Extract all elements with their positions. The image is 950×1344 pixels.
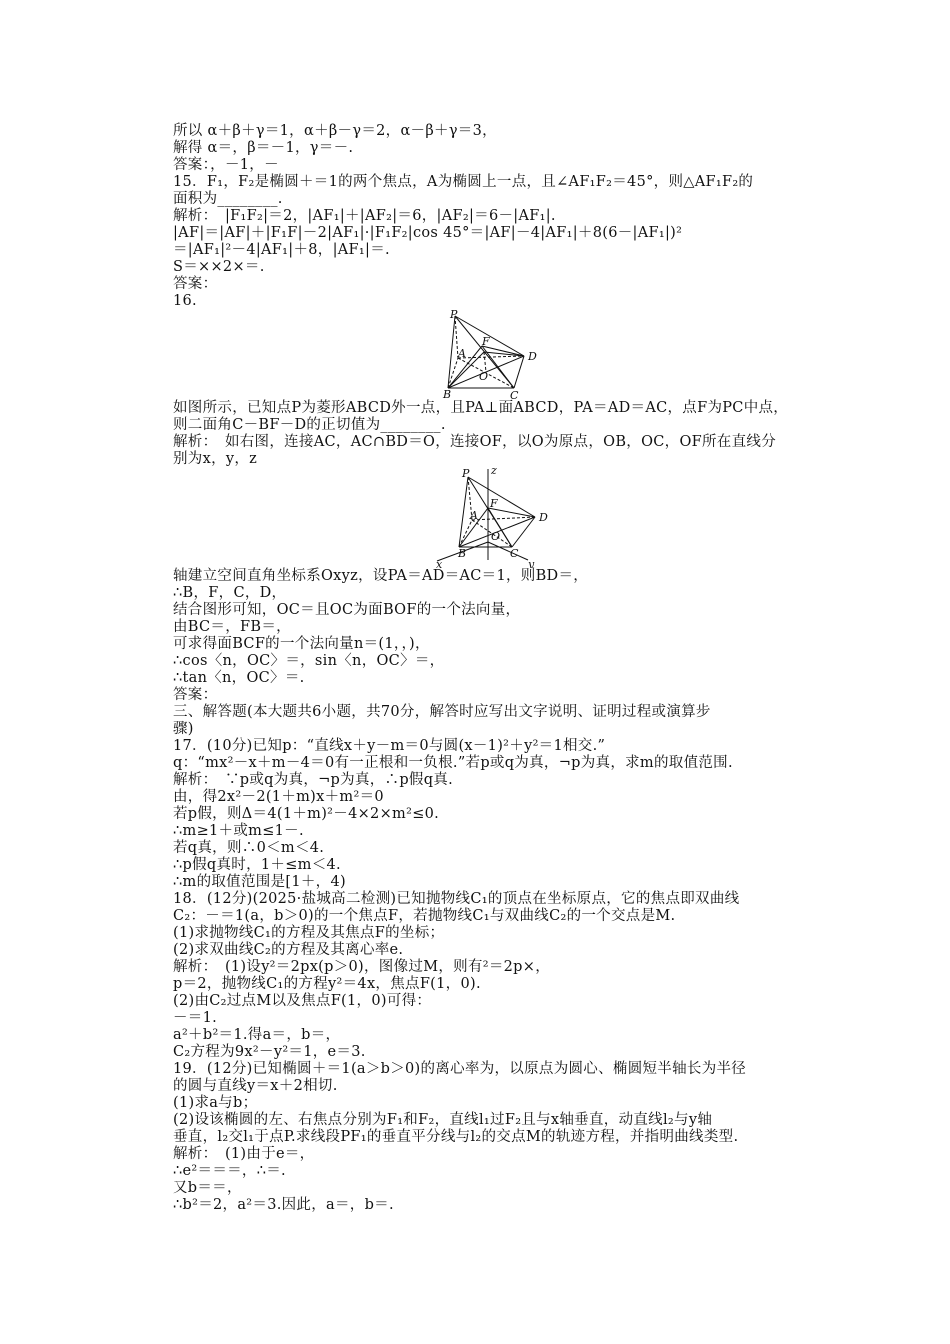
text-line: ＝|AF₁|²－4|AF₁|＋8，|AF₁|＝. (173, 242, 390, 258)
text-line: 别为x，y，z (173, 451, 258, 467)
text-line: ∴e²＝＝＝，∴＝. (173, 1163, 286, 1179)
text-line: 由，得2x²－2(1＋m)x＋m²＝0 (173, 789, 384, 805)
text-line: 轴建立空间直角坐标系Oxyz，设PA＝AD＝AC＝1，则BD＝， (173, 568, 589, 584)
axis-label: x (436, 558, 443, 568)
text-line: (2)由C₂过点M以及焦点F(1，0)可得： (173, 993, 432, 1009)
text-line: 则二面角C－BF－D的正切值为________. (173, 417, 446, 433)
text-line: 19．(12分)已知椭圆＋＝1(a＞b＞0)的离心率为，以原点为圆心、椭圆短半轴长为半径 (173, 1061, 747, 1077)
point-label: O (479, 370, 489, 383)
text-line: q：“mx²－x＋m－4＝0有一正根和一负根.”若p或q为真，¬p为真，求m的取值范围. (173, 755, 733, 771)
text-line: 所以 α＋β＋γ＝1，α＋β－γ＝2，α－β＋γ＝3， (173, 123, 497, 139)
text-line: 的圆与直线y＝x＋2相切. (173, 1078, 338, 1094)
point-label: B (458, 547, 467, 560)
point-label: P (450, 308, 458, 321)
text-line: 解析： ∵p或q为真，¬p为真，∴p假q真. (173, 772, 454, 788)
point-label: A (470, 509, 478, 522)
text-line: 由BC＝，FB＝， (173, 619, 291, 635)
point-label: C (510, 389, 519, 400)
text-line: ∴B，F，C，D， (173, 585, 287, 601)
text-line: 解析： 如右图，连接AC，AC∩BD＝O，连接OF，以O为原点，OB，OC，OF所在直线分 (173, 434, 777, 450)
text-line: p＝2，抛物线C₁的方程y²＝4x，焦点F(1，0). (173, 976, 481, 992)
point-label: D (528, 350, 537, 363)
text-line: ∴p假q真时，1＋≤m＜4. (173, 857, 341, 873)
text-line: 若q真，则∴0＜m＜4. (173, 840, 325, 856)
text-line: 解析： |F₁F₂|＝2，|AF₁|＋|AF₂|＝6，|AF₂|＝6－|AF₁|. (173, 208, 556, 224)
text-line: 18．(12分)(2025·盐城高二检测)已知抛物线C₁的顶点在坐标原点，它的焦点即双曲线 (173, 891, 740, 907)
point-label: F (482, 335, 490, 348)
point-label: B (443, 388, 452, 400)
text-line: 16. (173, 293, 197, 309)
text-line: C₂方程为9x²－y²＝1，e＝3. (173, 1044, 366, 1060)
text-line: 垂直，l₂交l₁于点P.求线段PF₁的垂直平分线与l₂的交点M的轨迹方程，并指明曲线类型. (173, 1129, 739, 1145)
text-line: S＝××2×＝. (173, 259, 265, 275)
point-label: D (539, 511, 548, 524)
text-line: 答案：，－1，－ (173, 157, 279, 173)
axis-label: y (528, 558, 535, 568)
text-line: 答案： (173, 276, 218, 292)
point-label: A (458, 347, 466, 360)
text-line: 结合图形可知，OC＝且OC为面BOF的一个法向量， (173, 602, 521, 618)
text-line: ∴b²＝2，a²＝3.因此，a＝，b＝. (173, 1197, 394, 1213)
text-line: －＝1. (173, 1010, 218, 1026)
text-line: 骤) (173, 721, 194, 737)
text-line: 又b＝＝， (173, 1180, 242, 1196)
point-label: F (490, 497, 498, 510)
text-line: 答案： (173, 687, 218, 703)
text-line: ∴m的取值范围是[1＋，4) (173, 874, 346, 890)
text-line: a²＋b²＝1.得a＝，b＝， (173, 1027, 341, 1043)
text-line: ∴cos〈n，OC〉＝，sin〈n，OC〉＝， (173, 653, 445, 669)
text-line: 面积为________. (173, 191, 283, 207)
text-line: 解析： (1)由于e＝， (173, 1146, 315, 1162)
text-line: (2)求双曲线C₂的方程及其离心率e. (173, 942, 404, 958)
text-line: 15．F₁，F₂是椭圆＋＝1的两个焦点，A为椭圆上一点，且∠AF₁F₂＝45°，则△AF₁F₂的 (173, 174, 754, 190)
text-line: |AF|＝|AF|＋|F₁F|－2|AF₁|·|F₁F₂|cos 45°＝|AF|－4|AF₁|＋8(6－|AF₁|)² (173, 225, 683, 241)
text-line: ∴m≥1＋或m≤1－. (173, 823, 304, 839)
point-label: C (510, 547, 519, 560)
text-line: (1)求a与b； (173, 1095, 258, 1111)
text-line: 17．(10分)已知p：“直线x＋y－m＝0与圆(x－1)²＋y²＝1相交.” (173, 738, 606, 754)
text-line: C₂：－＝1(a，b＞0)的一个焦点F，若抛物线C₁与双曲线C₂的一个交点是M. (173, 908, 676, 924)
rhombus-pyramid-figure (442, 308, 542, 400)
axis-label: z (491, 465, 497, 477)
coordinate-pyramid-figure (432, 465, 562, 568)
text-line: 解析： (1)设y²＝2px(p＞0)，图像过M，则有²＝2p×， (173, 959, 551, 975)
text-line: 如图所示，已知点P为菱形ABCD外一点，且PA⊥面ABCD，PA＝AD＝AC，点F为PC中点， (173, 400, 789, 416)
text-line: (1)求抛物线C₁的方程及其焦点F的坐标； (173, 925, 445, 941)
point-label: P (462, 467, 470, 480)
text-line: 三、解答题(本大题共6小题，共70分，解答时应写出文字说明、证明过程或演算步 (173, 704, 711, 720)
text-line: 若p假，则Δ＝4(1＋m)²－4×2×m²≤0. (173, 806, 440, 822)
point-label: O (491, 530, 501, 543)
text-line: ∴tan〈n，OC〉＝. (173, 670, 305, 686)
text-line: 可求得面BCF的一个法向量n＝(1，，)， (173, 636, 430, 652)
text-line: (2)设该椭圆的左、右焦点分别为F₁和F₂，直线l₁过F₂且与x轴垂直，动直线l₂与y轴 (173, 1112, 713, 1128)
text-line: 解得 α＝，β＝－1，γ＝－. (173, 140, 354, 156)
